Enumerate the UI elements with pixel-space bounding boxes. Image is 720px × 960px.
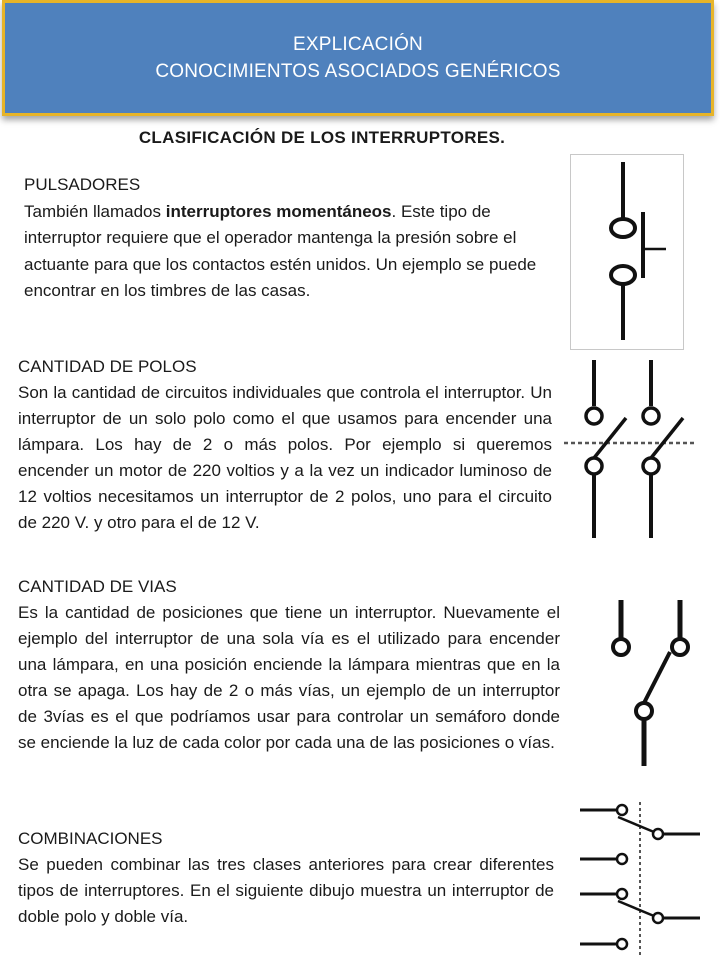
section-title: COMBINACIONES	[18, 829, 163, 848]
section-pulsadores	[24, 172, 554, 305]
section-vias	[18, 574, 560, 756]
section-body: Es la cantidad de posiciones que tiene un interruptor. Nuevamente el ejemplo del interruptor de una sola vía es el utilizado para encender una lámpara, en una posición enciende la lámpara mientras que en la otra se apaga. Los hay de 2 o más vías, un ejemplo de un interruptor de 3vías es el que podríamos usar para controlar un semáforo donde se enciende la luz de cada color por cada una de las posiciones o vías.	[18, 603, 560, 752]
body-emphasis: interruptores momentáneos	[165, 201, 392, 221]
header-line-1: EXPLICACIÓN	[293, 34, 423, 55]
section-title: CANTIDAD DE POLOS	[18, 357, 197, 376]
section-polos	[18, 354, 552, 536]
section-body: Son la cantidad de circuitos individuales que controla el interruptor. Un interruptor de un solo polo como el que usamos para encender una lámpara. Los hay de 2 o más polos. Por ejemplo si queremos encender un motor de 220 voltios y a la vez un indicador luminoso de 12 voltios necesitamos un interruptor de 2 polos, uno para el circuito de 220 V. y otro para el de 12 V.	[18, 383, 552, 532]
body-text: . Este tipo de interruptor requiere que el operador mantenga la presión sobre el actuante para que los contactos estén unidos. Un ejemplo se puede encontrar en los timbres de las casas.	[24, 201, 537, 300]
section-title: CANTIDAD DE VIAS	[18, 577, 177, 596]
section-body	[24, 199, 554, 305]
header-line-2: CONOCIMIENTOS ASOCIADOS GENÉRICOS	[155, 61, 561, 82]
header-banner	[2, 0, 714, 116]
section-body: Se pueden combinar las tres clases anteriores para crear diferentes tipos de interruptores. En el siguiente dibujo muestra un interruptor de doble polo y doble vía.	[18, 855, 554, 926]
pushbutton-switch-icon	[570, 154, 684, 350]
section-title: PULSADORES	[24, 175, 141, 194]
body-text: También llamados	[24, 201, 166, 221]
double-pole-switch-icon	[560, 356, 700, 542]
dpdt-switch-icon	[576, 798, 712, 960]
double-throw-switch-icon	[600, 596, 720, 772]
section-combinaciones	[18, 826, 554, 930]
page-title: CLASIFICACIÓN DE LOS INTERRUPTORES.	[138, 128, 506, 147]
